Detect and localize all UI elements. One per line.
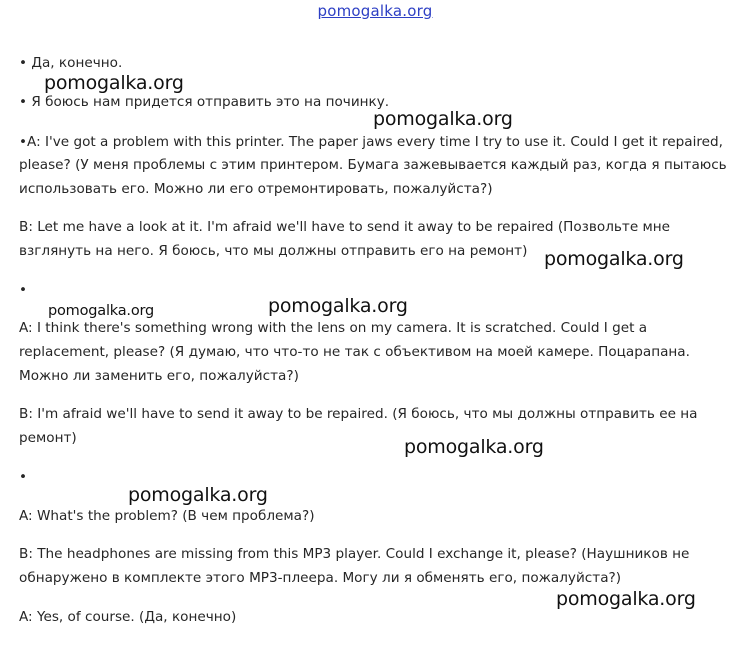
text-line: Можно ли заменить его, пожалуйста?) <box>19 368 299 384</box>
text-line: использовать его. Можно ли его отремонтировать, пожалуйста?) <box>19 181 493 197</box>
watermark: pomogalka.org <box>544 248 684 270</box>
watermark: pomogalka.org <box>128 484 268 506</box>
watermark: pomogalka.org <box>44 72 184 94</box>
text-line: ремонт) <box>19 430 77 446</box>
text-line: A: I think there's something wrong with the lens on my camera. It is scratched. Could I get a <box>19 320 648 336</box>
text-line: • Я боюсь нам придется отправить это на починку. <box>19 94 390 110</box>
text-line: •A: I've got a problem with this printer. The paper jaws every time I try to use it. Could I get it repaired, <box>19 134 723 150</box>
header-site-link[interactable]: pomogalka.org <box>317 2 433 20</box>
watermark: pomogalka.org <box>556 588 696 610</box>
text-line: B: I'm afraid we'll have to send it away to be repaired. (Я боюсь, что мы должны отправить ее на <box>19 406 698 422</box>
watermark: pomogalka.org <box>268 295 408 317</box>
text-line: A: What's the problem? (В чем проблема?) <box>19 508 315 524</box>
text-line: • Да, конечно. <box>19 55 123 71</box>
watermark: pomogalka.org <box>48 303 155 319</box>
watermark: pomogalka.org <box>373 108 513 130</box>
text-line: взглянуть на него. Я боюсь, что мы должны отправить его на ремонт) <box>19 243 528 259</box>
text-line: B: The headphones are missing from this MP3 player. Could I exchange it, please? (Наушников не <box>19 546 690 562</box>
text-line: B: Let me have a look at it. I'm afraid we'll have to send it away to be repaired (Позвольте мне <box>19 219 671 235</box>
watermark: pomogalka.org <box>404 436 544 458</box>
text-line: • <box>19 282 28 298</box>
text-line: A: Yes, of course. (Да, конечно) <box>19 609 237 625</box>
text-line: • <box>19 469 28 485</box>
text-line: обнаружено в комплекте этого MP3-плеера. Могу ли я обменять его, пожалуйста?) <box>19 570 622 586</box>
text-line: please? (У меня проблемы с этим принтером. Бумага зажевывается каждый раз, когда я пытаюсь <box>19 157 727 173</box>
text-line: replacement, please? (Я думаю, что что-то не так с объективом на моей камере. Поцарапана. <box>19 344 690 360</box>
